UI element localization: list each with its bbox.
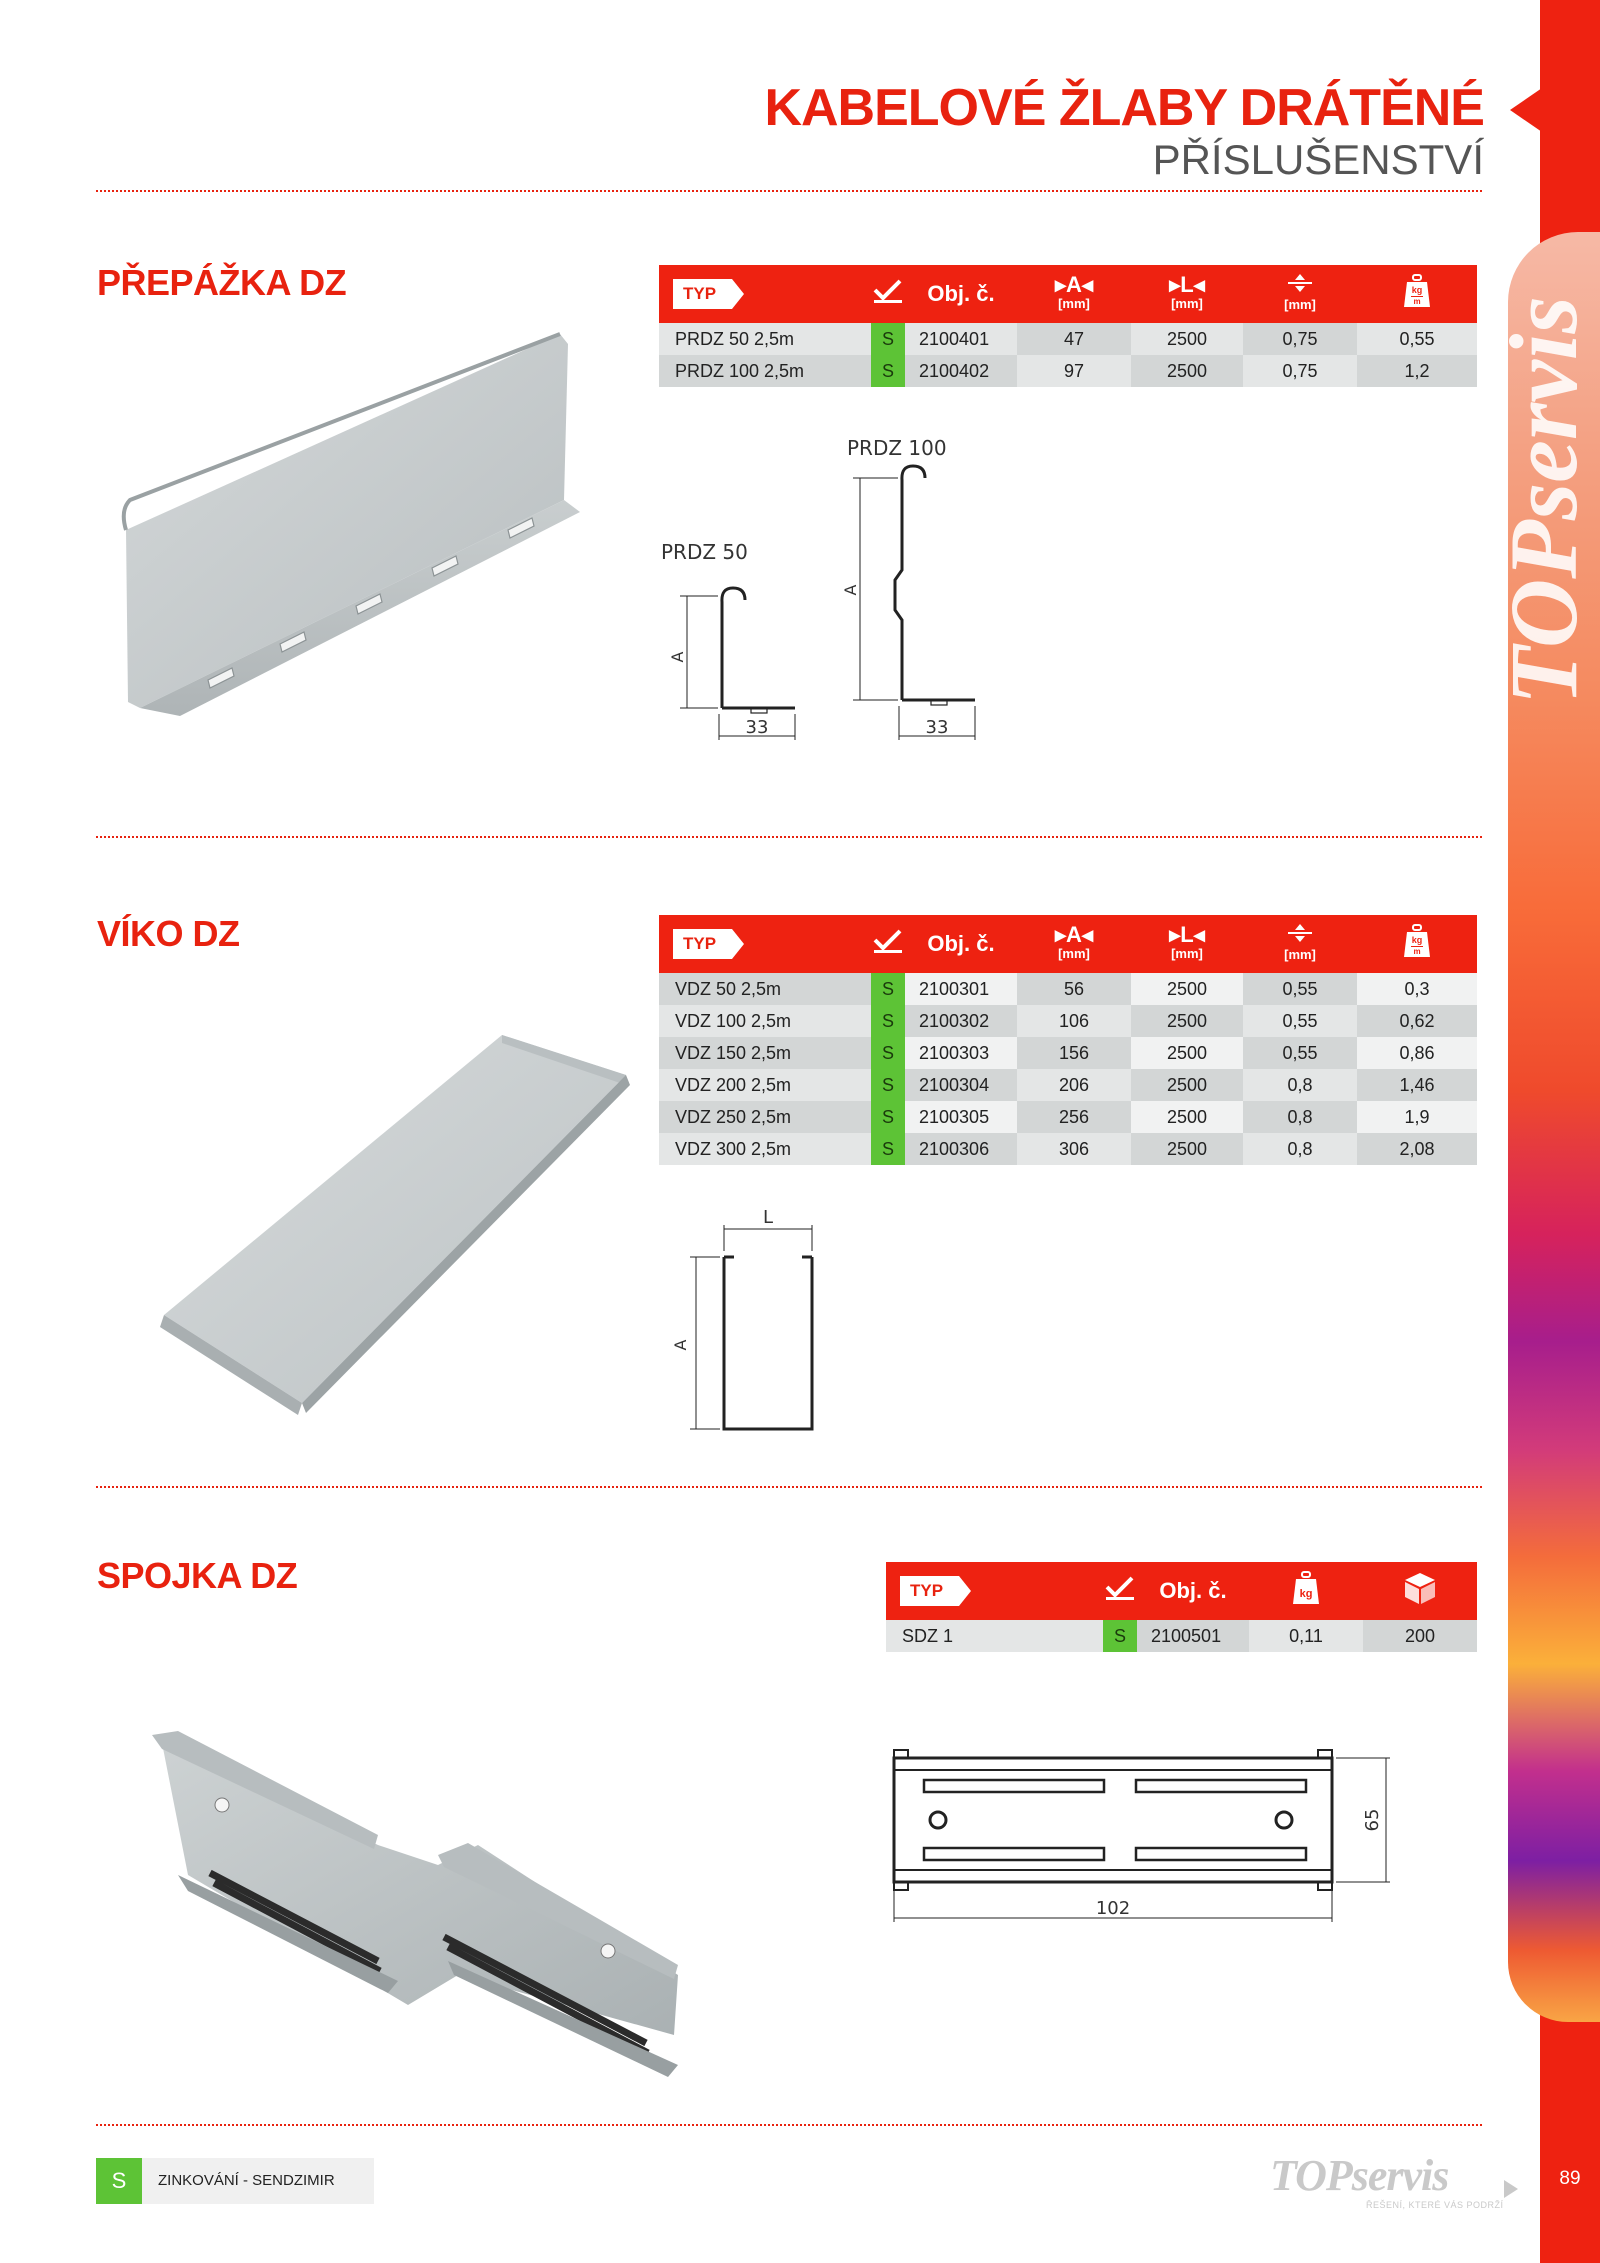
obj-header: Obj. č. (1137, 1562, 1249, 1620)
svg-text:kg: kg (1411, 285, 1423, 295)
svg-text:A: A (668, 651, 687, 663)
package-box-icon (1403, 1571, 1437, 1609)
footer-tagline: ŘEŠENÍ, KTERÉ VÁS PODRŽÍ (1366, 2200, 1504, 2210)
prepazka-technical-drawing (655, 430, 995, 750)
side-logo (1500, 240, 1600, 710)
header-divider (96, 190, 1482, 192)
viko-product-image (150, 1025, 630, 1415)
table-header-row (659, 915, 1477, 973)
header-marker-arrow (1510, 88, 1542, 132)
table-row: VDZ 300 2,5m S 2100306 306 2500 0,8 2,08 (659, 1133, 1477, 1165)
svg-text:m: m (1413, 297, 1421, 306)
spojka-technical-drawing (880, 1740, 1400, 1940)
weight-icon (1292, 1571, 1320, 1609)
table-header-row (886, 1562, 1477, 1620)
obj-header: Obj. č. (905, 915, 1017, 973)
table-row: SDZ 1 S 2100501 0,11 200 (886, 1620, 1477, 1652)
page-title: KABELOVÉ ŽLABY DRÁTĚNÉ (764, 79, 1484, 137)
prepazka-product-image (120, 330, 590, 720)
typ-badge: TYP (900, 1576, 959, 1606)
section-divider (96, 1486, 1482, 1488)
check-icon (1104, 1575, 1136, 1605)
svg-text:L: L (762, 1207, 774, 1228)
svg-text:A: A (671, 1339, 690, 1351)
svg-text:PRDZ 100: PRDZ 100 (847, 436, 947, 460)
zinc-badge: S (871, 355, 905, 387)
dim-a-icon: ▸A◂ [mm] (1055, 922, 1093, 961)
check-icon (872, 278, 904, 308)
zinc-badge: S (1103, 1620, 1137, 1652)
svg-text:33: 33 (925, 717, 949, 738)
svg-text:A: A (841, 584, 860, 596)
table-row: VDZ 150 2,5m S 2100303 156 2500 0,55 0,86 (659, 1037, 1477, 1069)
zinc-badge: S (871, 323, 905, 355)
svg-text:m: m (1413, 947, 1421, 956)
viko-spec-table (659, 915, 1477, 1165)
section-title-prepazka: PŘEPÁŽKA DZ (97, 262, 347, 303)
svg-text:65: 65 (1362, 1808, 1383, 1832)
svg-text:102: 102 (1095, 1898, 1131, 1919)
table-row: PRDZ 50 2,5m S 2100401 47 2500 0,75 0,55 (659, 323, 1477, 355)
table-row: VDZ 250 2,5m S 2100305 256 2500 0,8 1,9 (659, 1101, 1477, 1133)
viko-technical-drawing (660, 1205, 830, 1435)
zinc-badge: S (871, 1037, 905, 1069)
page-number: 89 (1559, 2168, 1581, 2189)
typ-badge: TYP (673, 279, 732, 309)
section-title-viko: VÍKO DZ (97, 913, 240, 954)
weight-per-meter-icon (1403, 924, 1431, 962)
page-subtitle: PŘÍSLUŠENSTVÍ (1152, 136, 1484, 183)
section-title-spojka: SPOJKA DZ (97, 1555, 298, 1596)
svg-text:PRDZ 50: PRDZ 50 (661, 540, 748, 564)
footer-logo: TOPservis (1270, 2151, 1449, 2200)
side-logo-text: TOPservis (1500, 296, 1597, 705)
zinc-badge: S (871, 1101, 905, 1133)
dim-a-icon: ▸A◂ [mm] (1055, 272, 1093, 311)
table-row: VDZ 50 2,5m S 2100301 56 2500 0,55 0,3 (659, 973, 1477, 1005)
prepazka-spec-table (659, 265, 1477, 387)
zinc-badge: S (871, 1133, 905, 1165)
next-page-arrow-icon (1504, 2180, 1518, 2198)
footer-divider (96, 2124, 1482, 2126)
zinc-badge: S (871, 1069, 905, 1101)
spojka-product-image (148, 1725, 688, 2085)
typ-badge: TYP (673, 929, 732, 959)
dim-l-icon: ▸L◂ [mm] (1169, 272, 1205, 311)
spojka-spec-table (886, 1562, 1477, 1652)
legend (96, 2158, 374, 2204)
svg-text:kg: kg (1299, 1588, 1313, 1600)
table-header-row (659, 265, 1477, 323)
svg-text:kg: kg (1411, 935, 1423, 945)
legend-text: ZINKOVÁNÍ - SENDZIMIR (158, 2172, 335, 2189)
section-divider (96, 836, 1482, 838)
svg-text:33: 33 (745, 717, 769, 738)
table-row: VDZ 100 2,5m S 2100302 106 2500 0,55 0,62 (659, 1005, 1477, 1037)
thickness-icon: [mm] (1284, 923, 1316, 961)
table-row: VDZ 200 2,5m S 2100304 206 2500 0,8 1,46 (659, 1069, 1477, 1101)
zinc-badge: S (871, 1005, 905, 1037)
zinc-legend-badge: S (96, 2158, 142, 2204)
obj-header: Obj. č. (905, 265, 1017, 323)
dim-l-icon: ▸L◂ [mm] (1169, 922, 1205, 961)
weight-per-meter-icon (1403, 274, 1431, 312)
check-icon (872, 928, 904, 958)
thickness-icon: [mm] (1284, 273, 1316, 311)
table-row: PRDZ 100 2,5m S 2100402 97 2500 0,75 1,2 (659, 355, 1477, 387)
zinc-badge: S (871, 973, 905, 1005)
